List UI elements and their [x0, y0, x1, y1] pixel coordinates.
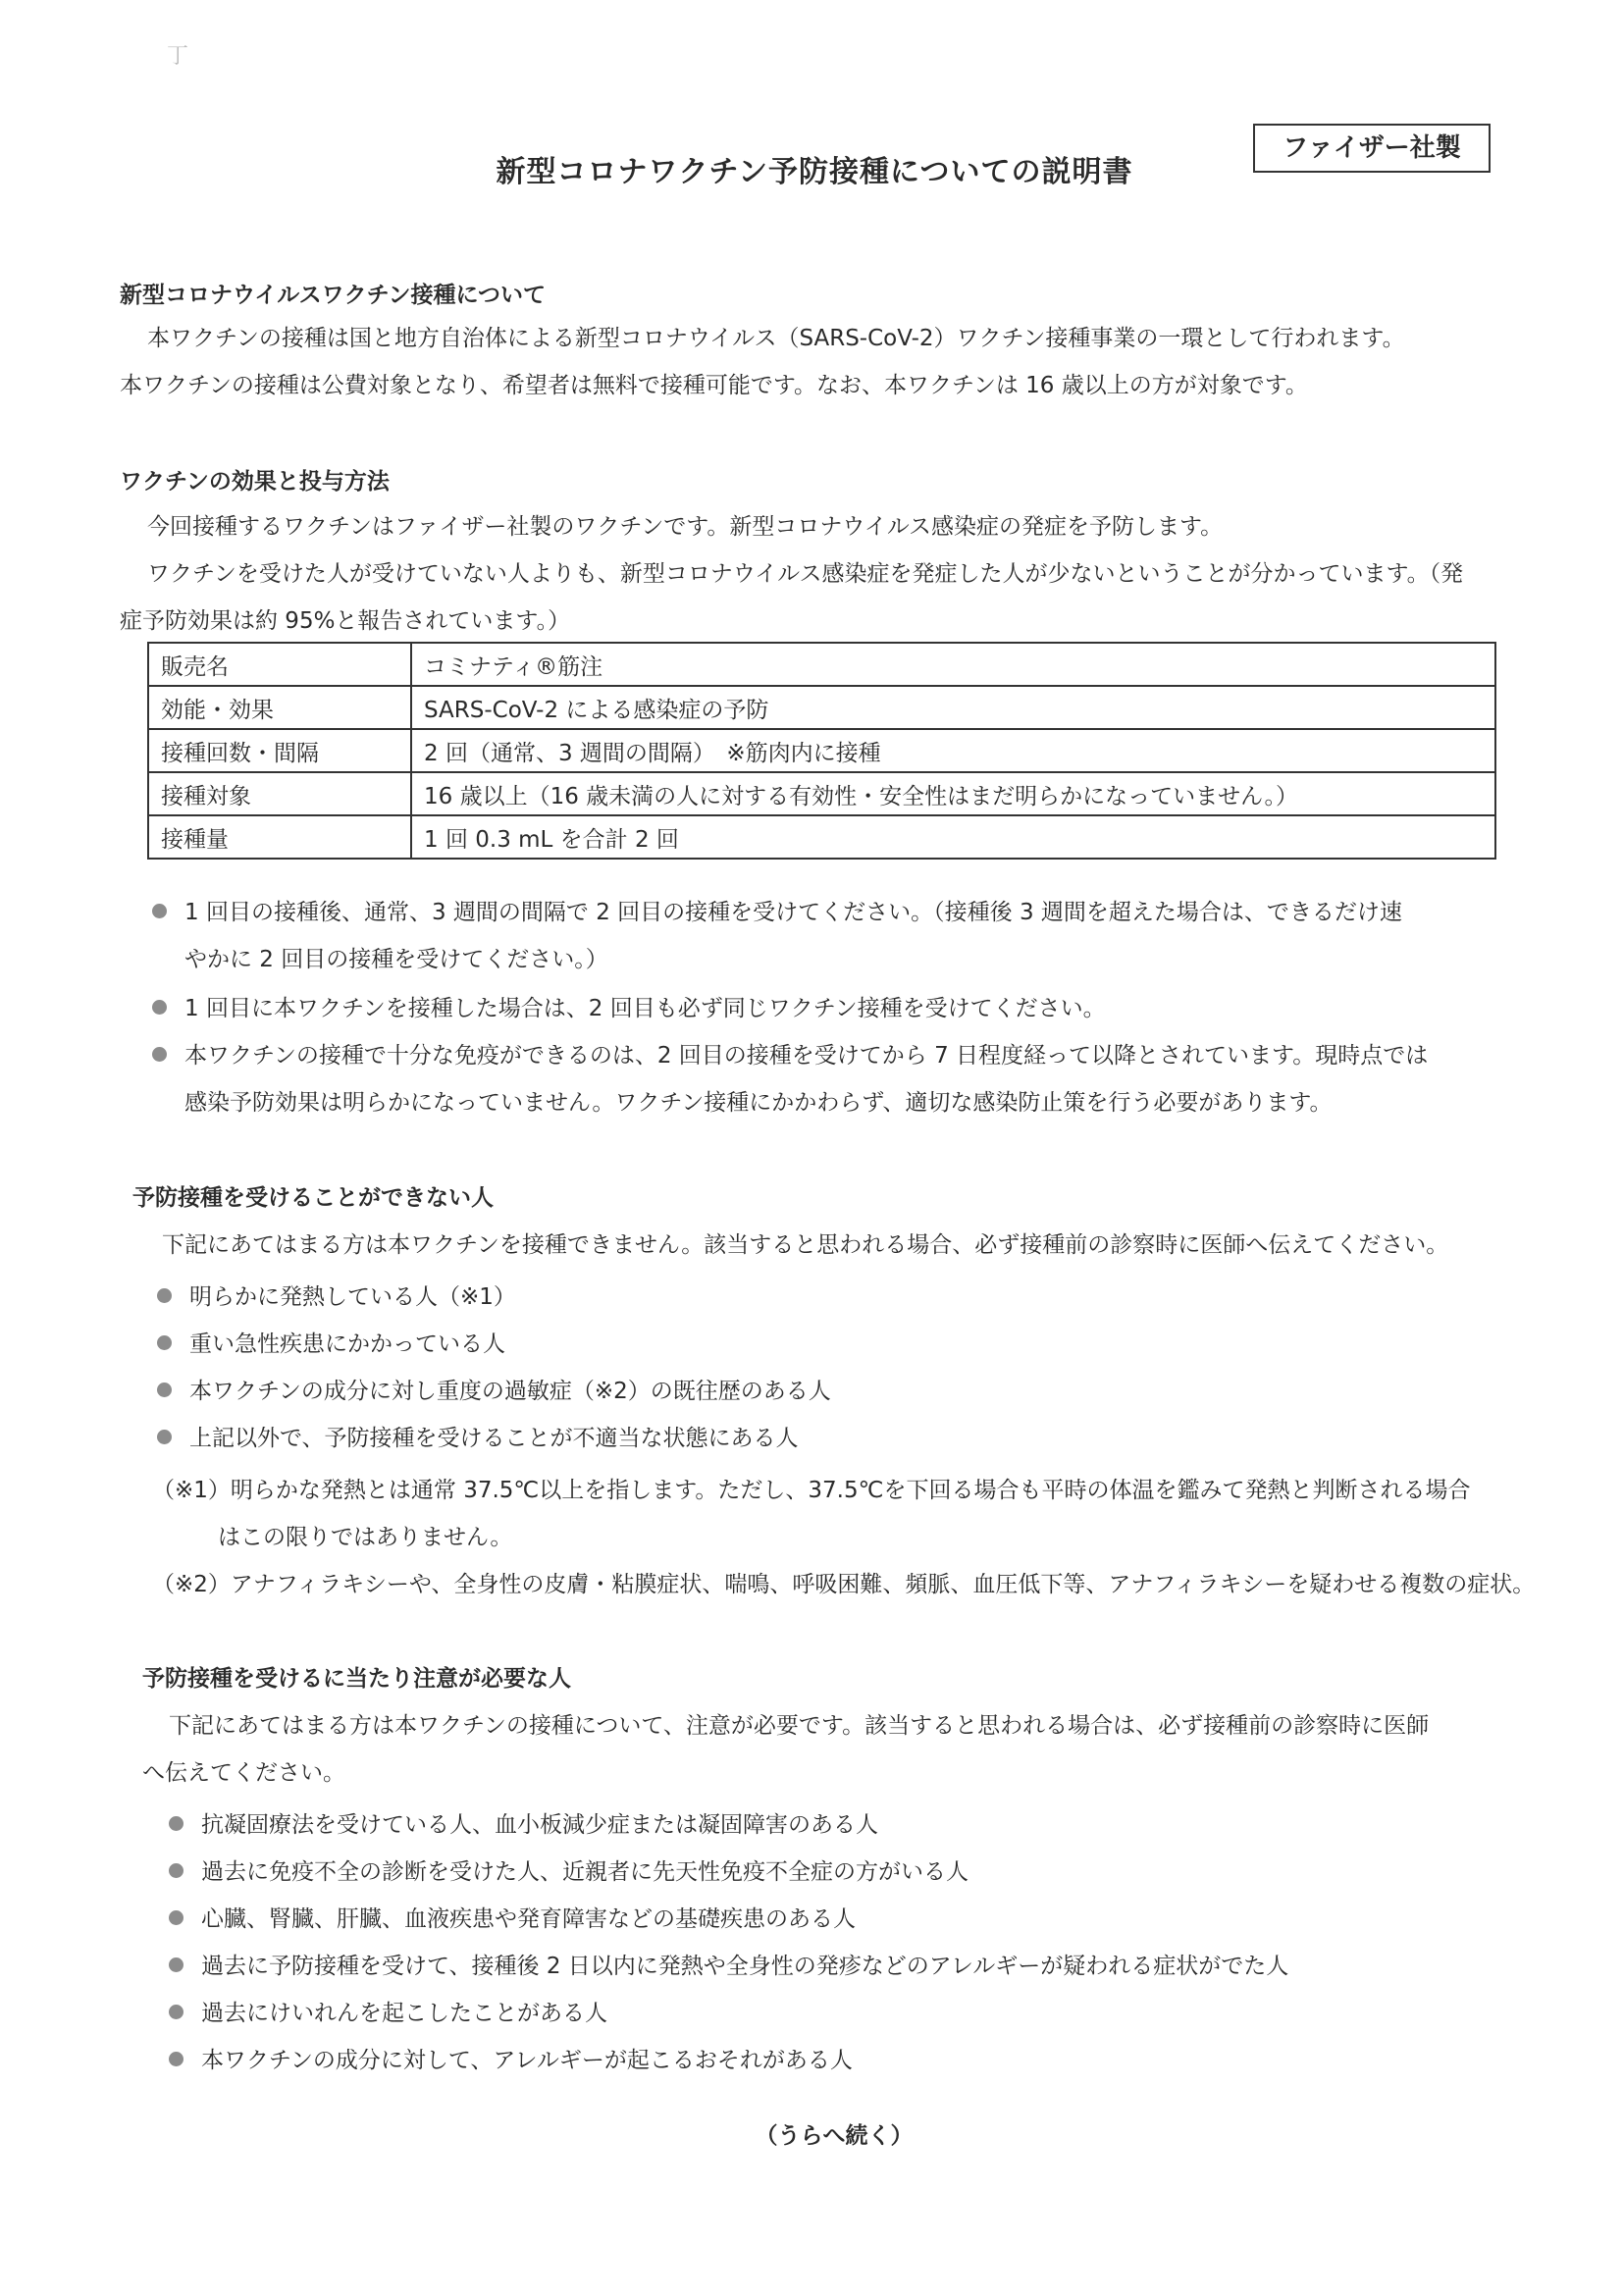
list-item: [169, 1801, 1562, 1849]
table-key: 効能・効果: [148, 686, 411, 729]
maker-label-box: ファイザー社製: [1253, 124, 1491, 173]
section-heading-effect: ワクチンの効果と投与方法: [120, 469, 390, 495]
list-item-text: 過去にけいれんを起こしたことがある人: [201, 2001, 607, 2026]
bullet-dot-icon: [152, 1000, 167, 1015]
list-item-text: 明らかに発熱している人（※1）: [189, 1284, 516, 1310]
list-item-text: 1 回目に本ワクチンを接種した場合は、2 回目も必ず同じワクチン接種を受けてください。: [184, 996, 1106, 1021]
list-item-text: 重い急性疾患にかかっている人: [189, 1331, 505, 1357]
footnote-2: （※2）アナフィラキシーや、全身性の皮膚・粘膜症状、喘鳴、呼吸困難、頻脈、血圧低下等、アナフィラキシーを疑わせる複数の症状。: [152, 1572, 1536, 1597]
bullet-dot-icon: [157, 1383, 172, 1397]
list-item: [169, 1943, 1562, 1990]
vaccine-spec-table: [147, 642, 1496, 860]
list-item-text: 過去に免疫不全の診断を受けた人、近親者に先天性免疫不全症の方がいる人: [201, 1859, 969, 1885]
continued-note: （うらへ続く）: [755, 2123, 914, 2149]
section4-intro-2: へ伝えてください。: [142, 1760, 345, 1786]
section1-line1: 本ワクチンの接種は国と地方自治体による新型コロナウイルス（SARS-CoV-2）ワクチン接種事業の一環として行われます。: [147, 326, 1405, 351]
list-item-text: 上記以外で、予防接種を受けることが不適当な状態にある人: [189, 1426, 799, 1451]
table-row: [148, 729, 1495, 772]
bullet-dot-icon: [157, 1335, 172, 1350]
table-value: 1 回 0.3 mL を合計 2 回: [411, 815, 1495, 859]
list-item: [157, 1415, 1550, 1462]
list-item: [169, 2037, 1562, 2084]
list-item-text-cont: やかに 2 回目の接種を受けてください。）: [184, 947, 608, 972]
section2-line1: 今回接種するワクチンはファイザー社製のワクチンです。新型コロナウイルス感染症の発症を予防します。: [147, 514, 1224, 540]
section1-line2: 本ワクチンの接種は公費対象となり、希望者は無料で接種可能です。なお、本ワクチンは 16 歳以上の方が対象です。: [120, 373, 1308, 398]
list-item: [157, 1274, 1550, 1321]
table-row: [148, 643, 1495, 686]
list-item-text-cont: 感染予防効果は明らかになっていません。ワクチン接種にかかわらず、適切な感染防止策を行う必要があります。: [184, 1090, 1333, 1116]
section-heading-caution: 予防接種を受けるに当たり注意が必要な人: [142, 1666, 571, 1692]
table-key: 接種回数・間隔: [148, 729, 411, 772]
section2-line3: 症予防効果は約 95%と報告されています。）: [120, 608, 571, 634]
table-key: 接種対象: [148, 772, 411, 815]
scan-mark: 丁: [167, 44, 189, 69]
bullet-dot-icon: [152, 1047, 167, 1062]
list-item-text: 本ワクチンの接種で十分な免疫ができるのは、2 回目の接種を受けてから 7 日程度経って以降とされています。現時点では: [184, 1043, 1429, 1069]
bullet-dot-icon: [169, 1816, 183, 1831]
bullet-dot-icon: [152, 904, 167, 918]
section-heading-vaccination: 新型コロナウイルスワクチン接種について: [120, 283, 547, 308]
list-item: [157, 1368, 1550, 1415]
list-item-text: 本ワクチンの成分に対して、アレルギーが起こるおそれがある人: [201, 2048, 853, 2073]
page-title: 新型コロナワクチン予防接種についての説明書: [496, 155, 1133, 189]
bullet-dot-icon: [157, 1288, 172, 1303]
list-item: [152, 1032, 1545, 1126]
table-value: 16 歳以上（16 歳未満の人に対する有効性・安全性はまだ明らかになっていません。）: [411, 772, 1495, 815]
table-value: コミナティ®筋注: [411, 643, 1495, 686]
list-item: [152, 889, 1545, 983]
table-row: [148, 772, 1495, 815]
bullet-dot-icon: [169, 1957, 183, 1972]
list-item-text: 過去に予防接種を受けて、接種後 2 日以内に発熱や全身性の発疹などのアレルギーが疑われる症状がでた人: [201, 1954, 1289, 1979]
list-item: [169, 1990, 1562, 2037]
section2-line2: ワクチンを受けた人が受けていない人よりも、新型コロナウイルス感染症を発症した人が少ないということが分かっています。（発: [147, 561, 1464, 587]
list-item-text: 心臓、腎臓、肝臓、血液疾患や発育障害などの基礎疾患のある人: [201, 1906, 856, 1932]
bullet-dot-icon: [169, 2052, 183, 2066]
list-item: [152, 985, 1545, 1032]
table-value: 2 回（通常、3 週間の間隔） ※筋肉内に接種: [411, 729, 1495, 772]
list-item-text: 1 回目の接種後、通常、3 週間の間隔で 2 回目の接種を受けてください。（接種後 3 週間を超えた場合は、できるだけ速: [184, 900, 1402, 925]
table-key: 販売名: [148, 643, 411, 686]
footnote-1-cont: はこの限りではありません。: [218, 1525, 513, 1550]
list-item-text: 抗凝固療法を受けている人、血小板減少症または凝固障害のある人: [201, 1812, 878, 1838]
section-heading-cannot: 予防接種を受けることができない人: [132, 1185, 494, 1211]
list-item: [169, 1896, 1562, 1943]
bullet-dot-icon: [169, 1910, 183, 1925]
list-item-text: 本ワクチンの成分に対し重度の過敏症（※2）の既往歴のある人: [189, 1379, 831, 1404]
bullet-dot-icon: [169, 1863, 183, 1878]
footnote-1: （※1）明らかな発熱とは通常 37.5℃以上を指します。ただし、37.5℃を下回る場合も平時の体温を鑑みて発熱と判断される場合: [152, 1478, 1471, 1503]
list-item: [157, 1321, 1550, 1368]
table-row: [148, 815, 1495, 859]
bullet-dot-icon: [157, 1430, 172, 1444]
section3-intro: 下記にあてはまる方は本ワクチンを接種できません。該当すると思われる場合、必ず接種前の診察時に医師へ伝えてください。: [162, 1232, 1449, 1258]
table-row: [148, 686, 1495, 729]
section4-intro-1: 下記にあてはまる方は本ワクチンの接種について、注意が必要です。該当すると思われる場合は、必ず接種前の診察時に医師: [169, 1713, 1430, 1739]
table-value: SARS-CoV-2 による感染症の予防: [411, 686, 1495, 729]
bullet-dot-icon: [169, 2005, 183, 2019]
table-key: 接種量: [148, 815, 411, 859]
list-item: [169, 1849, 1562, 1896]
